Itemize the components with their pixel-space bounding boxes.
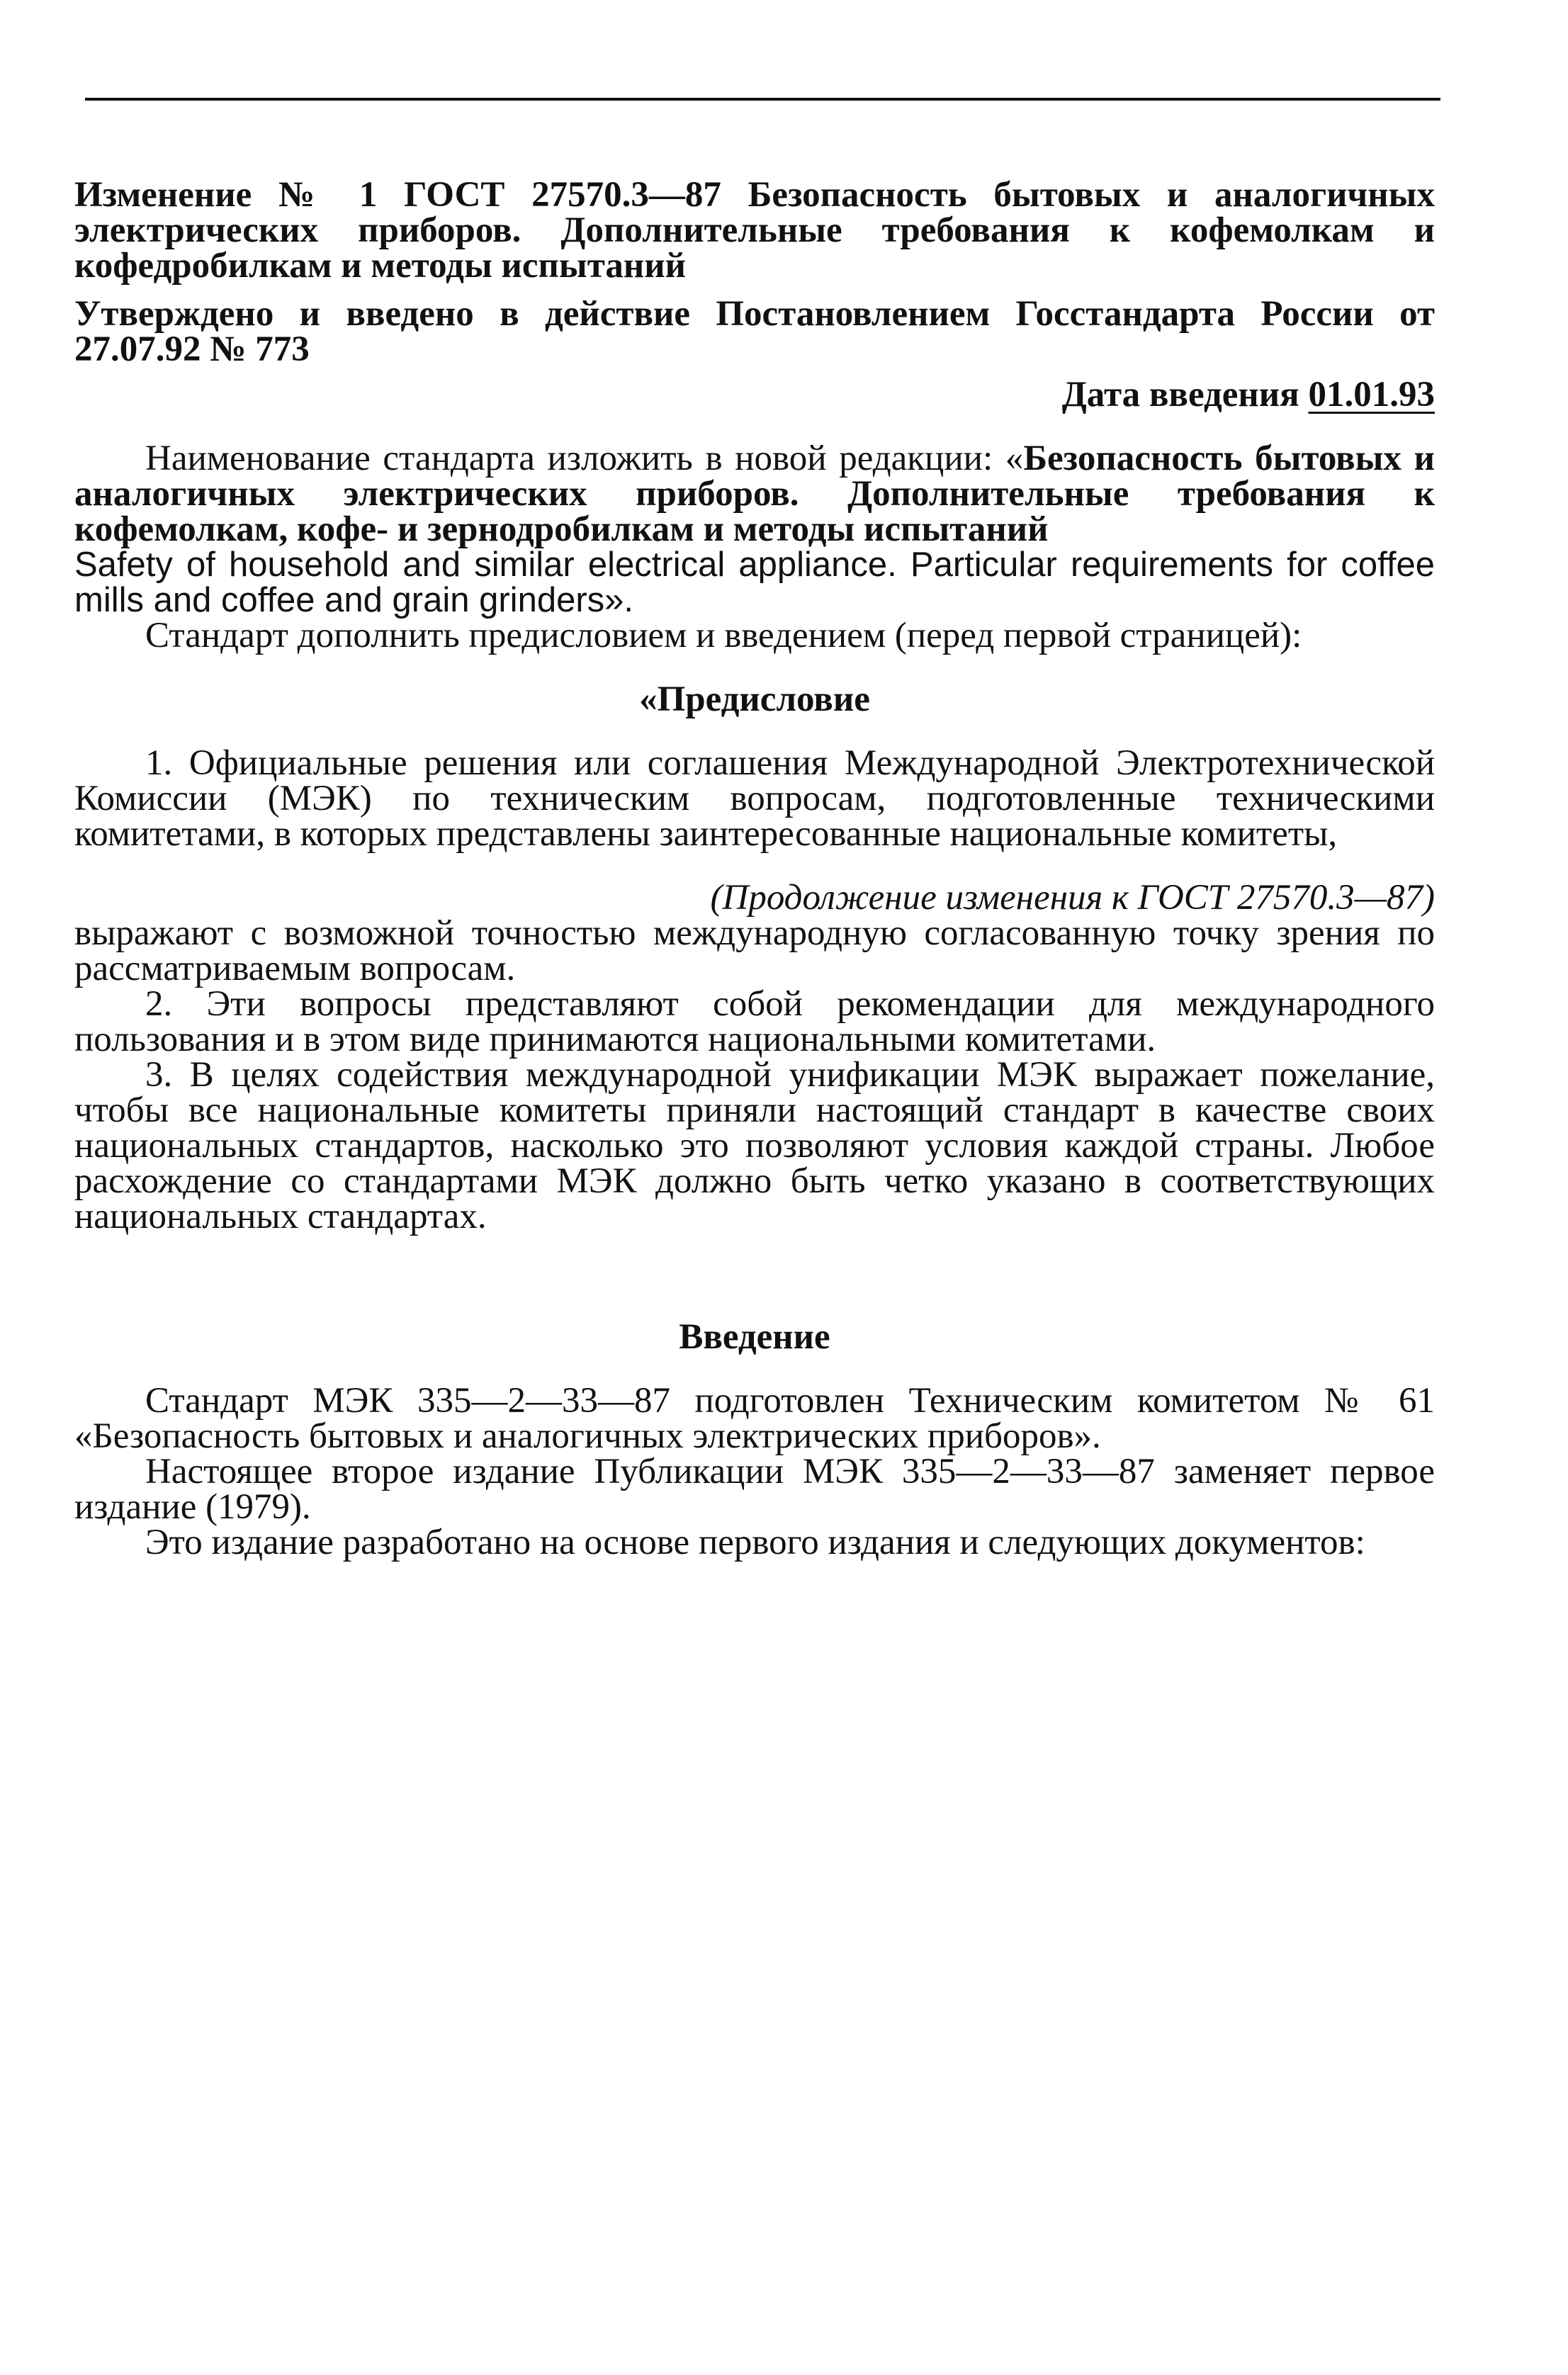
document-content <box>74 177 1435 1560</box>
introduction-paragraph-1: Стандарт МЭК 335—2—33—87 подготовлен Техническим комитетом № 61 «Безопасность бытовых и аналогичных электрических приборов». <box>74 1381 1435 1456</box>
amendment-title: Изменение № 1 ГОСТ 27570.3—87 Безопасность бытовых и аналогичных электрических приборов. Дополнительные требования к кофемолкам и кофедробилкам и методы испытаний <box>74 175 1435 286</box>
rename-title-ru: Безопасность бытовых и аналогичных электрических приборов. Дополнительные требования к кофемолкам, кофе- и зернодробилкам и методы испытаний <box>74 439 1435 549</box>
preface-item-3: 3. В целях содействия международной унификации МЭК выражает пожелание, чтобы все национальные комитеты приняли настоящий стандарт в качестве своих национальных стандартов, насколько это позволяют условия каждой страны. Любое расхождение со стандартами МЭК должно быть четко указано в соответствующих национальных стандартах. <box>74 1055 1435 1236</box>
supplement-paragraph: Стандарт дополнить предисловием и введением (перед первой страницей): <box>145 616 1302 655</box>
introduction-date-label: Дата введения <box>1061 375 1299 414</box>
rename-title-en: Safety of household and similar electrical appliance. Particular requirements for coffee mills and coffee and grain grinders». <box>74 546 1435 619</box>
approval-note: Утверждено и введено в действие Постановлением Госстандарта России от 27.07.92 № 773 <box>74 294 1435 369</box>
continuation-note: (Продолжение изменения к ГОСТ 27570.3—87) <box>710 878 1435 918</box>
introduction-paragraph-2: Настоящее второе издание Публикации МЭК 335—2—33—87 заменяет первое издание (1979). <box>74 1452 1435 1527</box>
introduction-date-value: 01.01.93 <box>1308 375 1435 414</box>
rename-paragraph <box>74 441 1435 618</box>
preface-item-1-continued: выражают с возможной точностью международную согласованную точку зрения по рассматриваемым вопросам. <box>74 913 1435 988</box>
introduction-date <box>74 377 1435 412</box>
introduction-paragraph-3: Это издание разработано на основе первого издания и следующих документов: <box>145 1523 1365 1562</box>
introduction-heading: Введение <box>679 1317 830 1357</box>
preface-heading: «Предисловие <box>639 679 870 719</box>
rename-intro: Наименование стандарта изложить в новой редакции: « <box>145 439 1024 478</box>
preface-item-1: 1. Официальные решения или соглашения Международной Электротехнической Комиссии (МЭК) по техническим вопросам, подготовленные техническими комитетами, в которых представлены заинтересованные национальные комитеты, <box>74 743 1435 854</box>
preface-item-2: 2. Эти вопросы представляют собой рекомендации для международного пользования и в этом виде принимаются национальными комитетами. <box>74 984 1435 1059</box>
top-rule <box>85 98 1440 101</box>
